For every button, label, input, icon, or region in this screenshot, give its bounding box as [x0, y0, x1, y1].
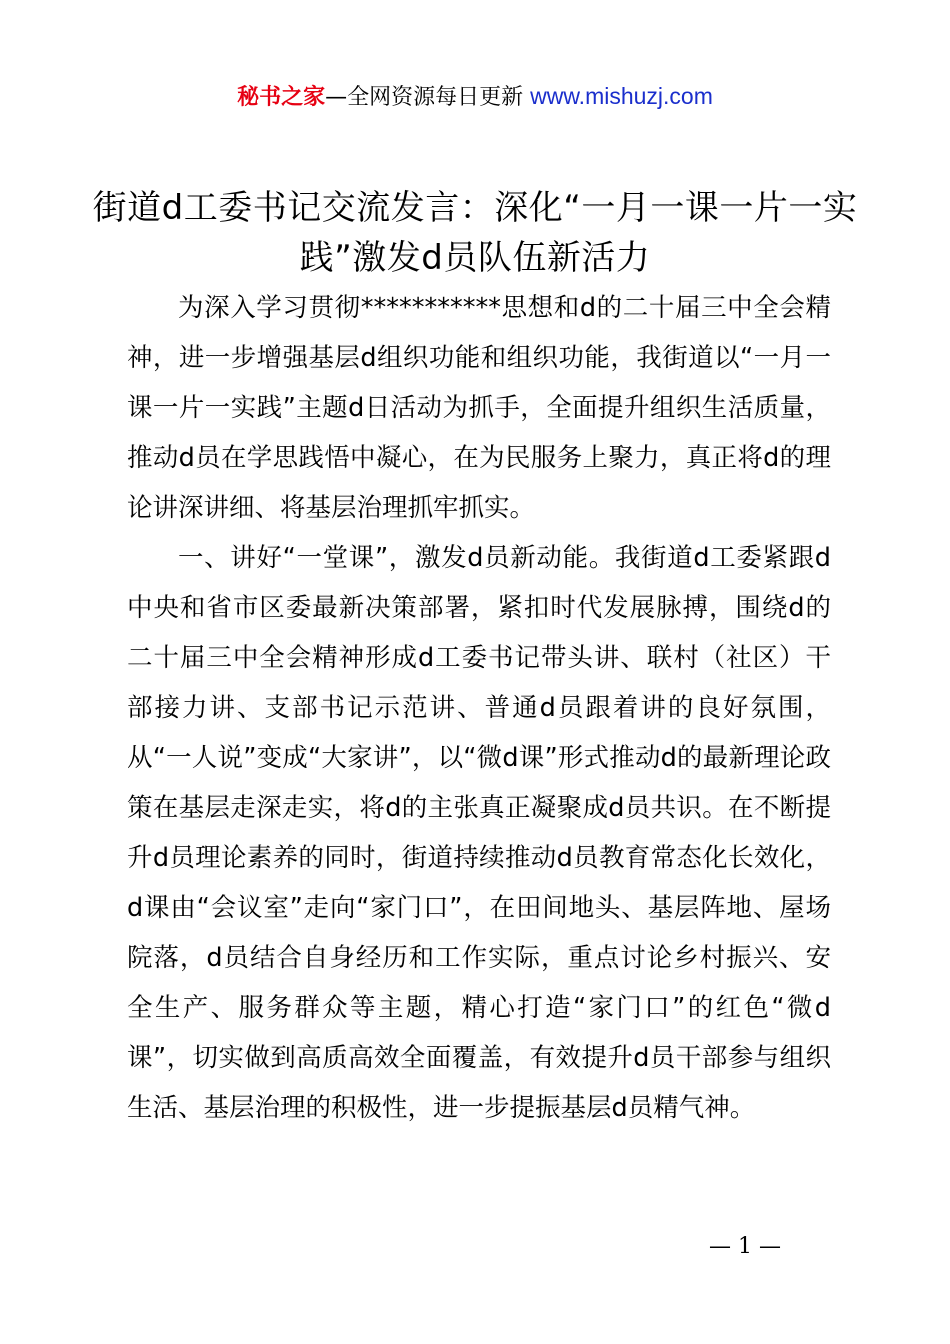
site-tagline: —全网资源每日更新	[325, 85, 531, 110]
body-paragraph-intro: 为深入学习贯彻***********思想和d的二十届三中全会精神，进一步增强基层d组织功能和组织功能，我街道以“一月一课一片一实践”主题d日活动为抓手，全面提升组织生活质量，推动d员在学思践悟中凝心，在为民服务上聚力，真正将d的理论讲深讲细、将基层治理抓牢抓实。	[127, 293, 831, 523]
body-paragraph-section-1: 一、讲好“一堂课”，激发d员新动能。我街道d工委紧跟d中央和省市区委最新决策部署，紧扣时代发展脉搏，围绕d的二十届三中全会精神形成d工委书记带头讲、联村（社区）干部接力讲、支部书记示范讲、普通d员跟着讲的良好氛围，从“一人说”变成“大家讲”，以“微d课”形式推动d的最新理论政策在基层走深走实，将d的主张真正凝聚成d员共识。在不断提升d员理论素养的同时，街道持续推动d员教育常态化长效化，d课由“会议室”走向“家门口”，在田间地头、基层阵地、屋场院落，d员结合自身经历和工作实际，重点讨论乡村振兴、安全生产、服务群众等主题，精心打造“家门口”的红色“微d课”，切实做到高质高效全面覆盖，有效提升d员干部参与组织生活、基层治理的积极性，进一步提振基层d员精气神。	[127, 543, 831, 1123]
page-number: — 1 —	[709, 1234, 781, 1259]
document-title: 街道d工委书记交流发言：深化“一月一课一片一实践”激发d员队伍新活力	[92, 188, 858, 278]
site-brand: 秘书之家	[237, 85, 326, 110]
site-url-link[interactable]: www.mishuzj.com	[530, 83, 713, 109]
document-body	[127, 283, 831, 1133]
site-banner	[0, 80, 950, 114]
